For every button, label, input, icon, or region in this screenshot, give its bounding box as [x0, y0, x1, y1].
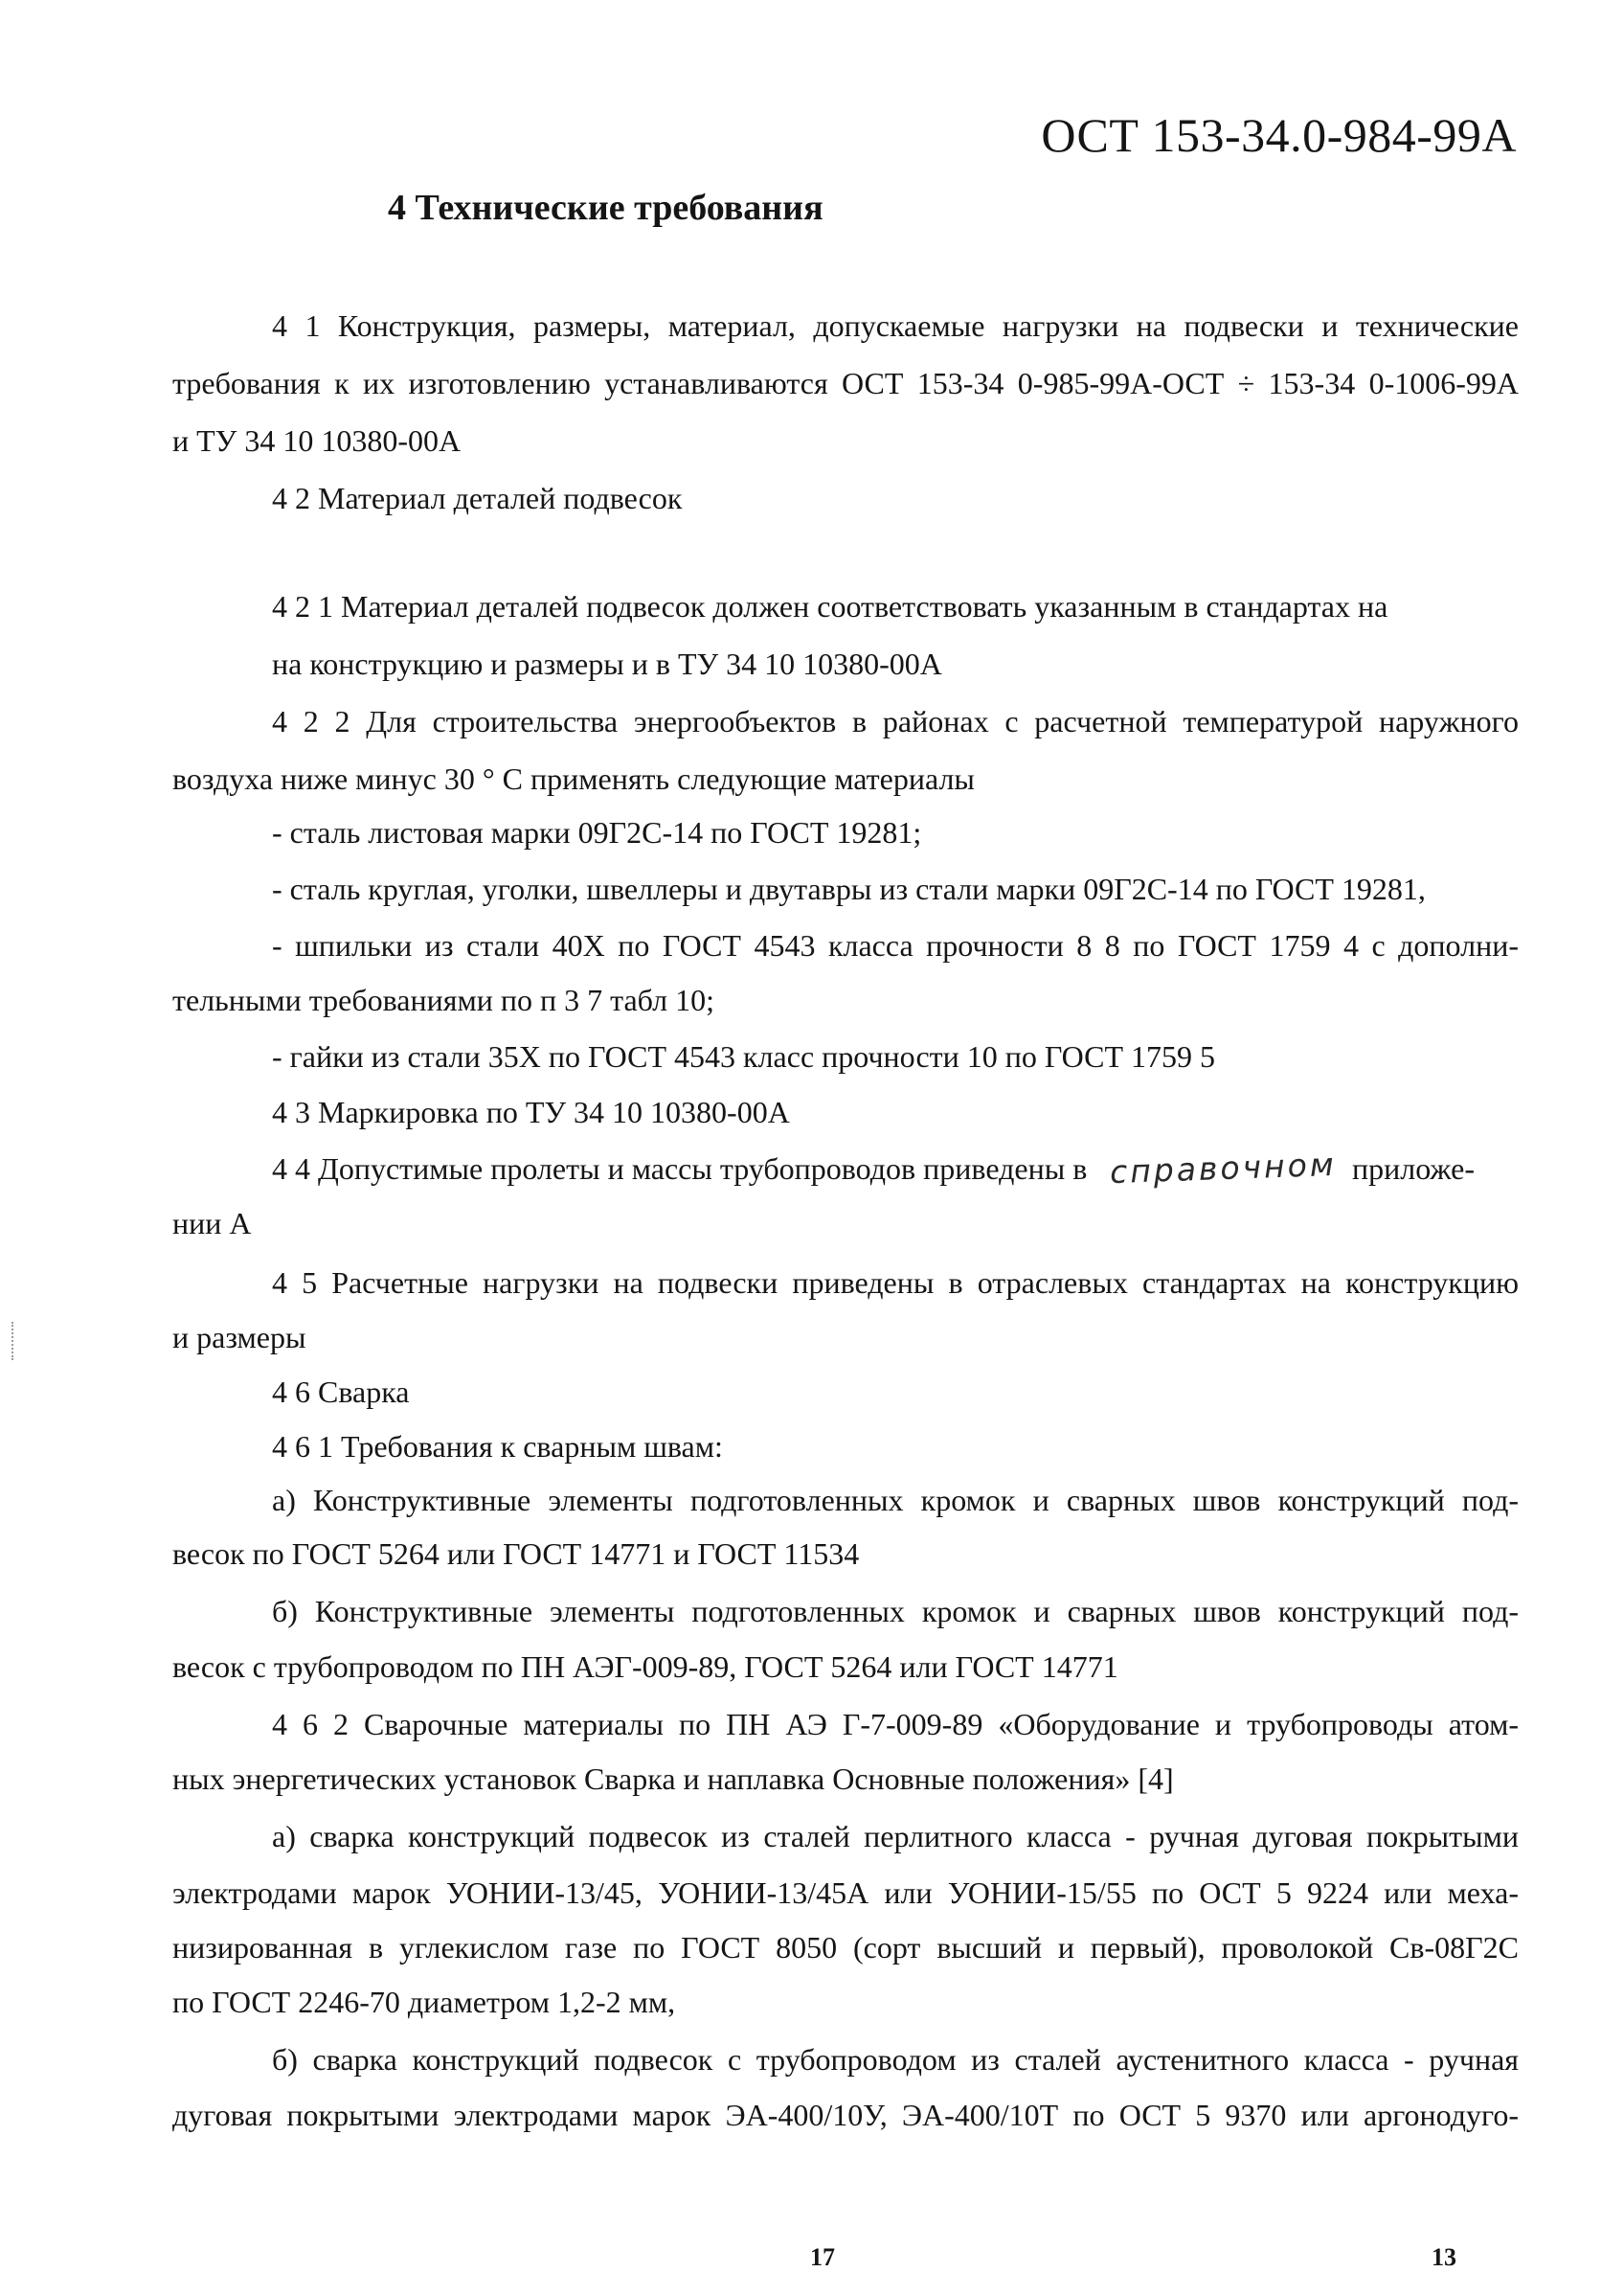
text-line: требования к их изготовлению устанавливаются ОСТ 153-34 0-985-99А-ОСТ ÷ 153-34 0-1006-99А: [172, 366, 1519, 400]
text-line: электродами марок УОНИИ-13/45, УОНИИ-13/45А или УОНИИ-15/55 по ОСТ 5 9224 или меха-: [172, 1875, 1519, 1910]
text-line: весок по ГОСТ 5264 или ГОСТ 14771 и ГОСТ 11534: [172, 1536, 860, 1571]
text-line: тельными требованиями по п 3 7 табл 10;: [172, 983, 715, 1017]
text-line: а) Конструктивные элементы подготовленных кромок и сварных швов конструкций под-: [272, 1483, 1519, 1517]
text-line: и размеры: [172, 1320, 306, 1354]
text-line: 4 1 Конструкция, размеры, материал, допускаемые нагрузки на подвески и технические: [272, 308, 1519, 343]
list-item: - сталь листовая марки 09Г2С-14 по ГОСТ 19281;: [272, 815, 922, 850]
text-line: 4 6 2 Сварочные материалы по ПН АЭ Г-7-009-89 «Оборудование и трубопроводы атом-: [272, 1707, 1519, 1741]
text-line: [272, 1147, 1475, 1190]
text-line: 4 5 Расчетные нагрузки на подвески приведены в отраслевых стандартах на конструкцию: [272, 1265, 1519, 1300]
text-line: нии А: [172, 1206, 252, 1240]
text-line: 4 3 Маркировка по ТУ 34 10 10380-00А: [272, 1095, 790, 1129]
list-item: - гайки из стали 35Х по ГОСТ 4543 класс прочности 10 по ГОСТ 1759 5: [272, 1039, 1215, 1074]
text-line: 4 6 1 Требования к сварным швам:: [272, 1429, 723, 1464]
page-number-left: 17: [810, 2243, 835, 2271]
text-fragment: 4 4 Допустимые пролеты и массы трубопроводов приведены в: [272, 1151, 1088, 1186]
text-line: 4 2 1 Материал деталей подвесок должен соответствовать указанным в стандартах на: [272, 589, 1388, 624]
text-line: низированная в углекислом газе по ГОСТ 8050 (сорт высший и первый), проволокой Св-08Г2С: [172, 1930, 1519, 1965]
text-line: дуговая покрытыми электродами марок ЭА-400/10У, ЭА-400/10Т по ОСТ 5 9370 или аргонодуго-: [172, 2098, 1519, 2132]
text-line: 4 6 Сварка: [272, 1375, 410, 1409]
text-line: весок с трубопроводом по ПН АЭГ-009-89, ГОСТ 5264 или ГОСТ 14771: [172, 1649, 1118, 1684]
scan-margin-artifact: [11, 1322, 15, 1360]
section-title: 4 Технические требования: [388, 188, 823, 228]
document-code-header: ОСТ 153-34.0-984-99А: [1041, 108, 1517, 162]
text-line: 4 2 2 Для строительства энергообъектов в районах с расчетной температурой наружного: [272, 704, 1519, 738]
list-item: - шпильки из стали 40Х по ГОСТ 4543 класса прочности 8 8 по ГОСТ 1759 4 с дополни-: [272, 928, 1519, 963]
text-line: б) сварка конструкций подвесок с трубопроводом из сталей аустенитного класса - ручная: [272, 2042, 1519, 2077]
text-line: 4 2 Материал деталей подвесок: [272, 481, 683, 515]
text-line: ных энергетических установок Сварка и наплавка Основные положения» [4]: [172, 1761, 1174, 1796]
text-line: по ГОСТ 2246-70 диаметром 1,2-2 мм,: [172, 1985, 676, 2019]
text-line: а) сварка конструкций подвесок из сталей перлитного класса - ручная дуговая покрытыми: [272, 1819, 1519, 1853]
handwritten-correction: справочном: [1109, 1145, 1338, 1192]
list-item: - сталь круглая, уголки, швеллеры и двутавры из стали марки 09Г2С-14 по ГОСТ 19281,: [272, 872, 1426, 906]
text-line: и ТУ 34 10 10380-00А: [172, 423, 462, 458]
text-line: на конструкцию и размеры и в ТУ 34 10 10380-00А: [272, 647, 942, 681]
page-number-right: 13: [1432, 2243, 1456, 2271]
text-line: воздуха ниже минус 30 ° С применять следующие материалы: [172, 761, 975, 796]
text-line: б) Конструктивные элементы подготовленных кромок и сварных швов конструкций под-: [272, 1594, 1519, 1628]
text-fragment: приложе-: [1352, 1151, 1475, 1186]
